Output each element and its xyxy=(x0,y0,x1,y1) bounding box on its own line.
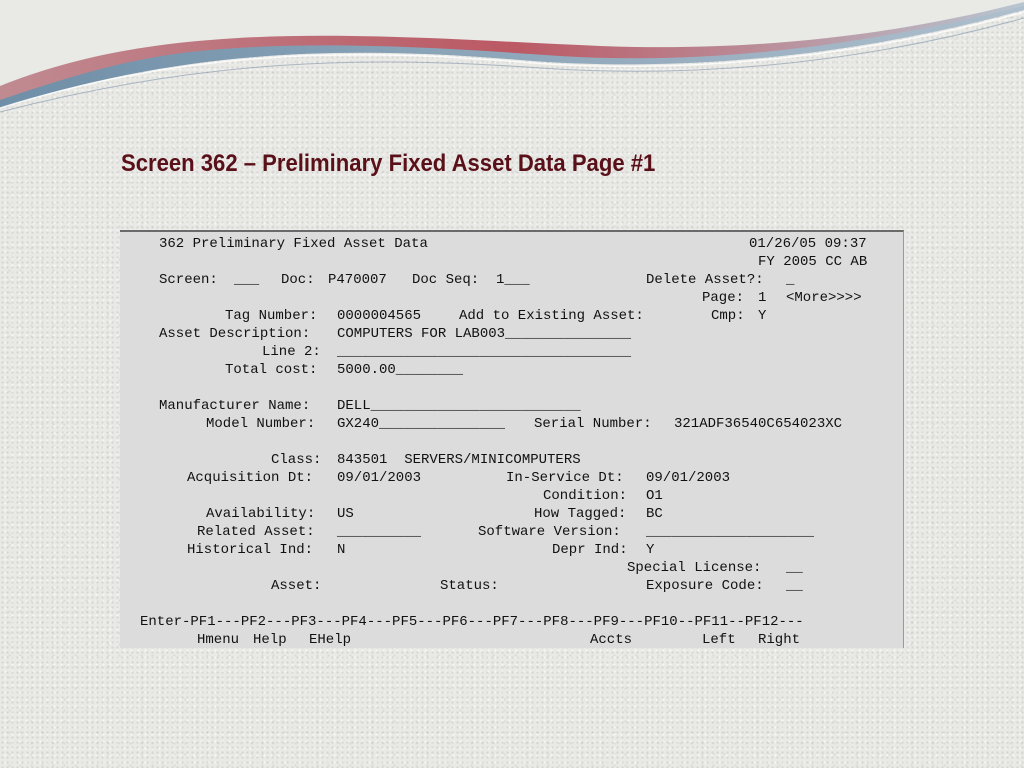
asset-label: Asset: xyxy=(271,578,322,594)
pf-keys-bar: Enter-PF1---PF2---PF3---PF4---PF5---PF6---PF7---PF8---PF9---PF10--PF11--PF12--- xyxy=(140,614,804,630)
screen-datetime: 01/26/05 09:37 xyxy=(749,236,867,252)
related-asset-label: Related Asset: xyxy=(197,524,315,540)
depr-ind-field[interactable]: Y xyxy=(646,542,655,558)
how-tagged-label: How Tagged: xyxy=(534,506,627,522)
screen-header-title: 362 Preliminary Fixed Asset Data xyxy=(159,236,428,252)
delete-asset-label: Delete Asset?: xyxy=(646,272,764,288)
class-field[interactable]: 843501 SERVERS/MINICOMPUTERS xyxy=(337,452,581,468)
exposure-code-label: Exposure Code: xyxy=(646,578,764,594)
manufacturer-name-label: Manufacturer Name: xyxy=(159,398,311,414)
in-service-date-label: In-Service Dt: xyxy=(506,470,624,486)
model-number-label: Model Number: xyxy=(206,416,316,432)
doc-label: Doc: xyxy=(281,272,315,288)
condition-field[interactable]: O1 xyxy=(646,488,663,504)
asset-description-label: Asset Description: xyxy=(159,326,311,342)
special-license-label: Special License: xyxy=(627,560,762,576)
acquisition-date-field[interactable]: 09/01/2003 xyxy=(337,470,422,486)
historical-ind-field[interactable]: N xyxy=(337,542,346,558)
delete-asset-field[interactable]: _ xyxy=(786,272,795,288)
how-tagged-field[interactable]: BC xyxy=(646,506,663,522)
availability-field[interactable]: US xyxy=(337,506,354,522)
add-existing-asset-label: Add to Existing Asset: xyxy=(459,308,644,324)
exposure-code-field[interactable]: __ xyxy=(786,578,803,594)
related-asset-field[interactable]: __________ xyxy=(337,524,422,540)
terminal-screen xyxy=(120,230,904,648)
status-label: Status: xyxy=(440,578,499,594)
screen-label: Screen: xyxy=(159,272,218,288)
acquisition-date-label: Acquisition Dt: xyxy=(187,470,314,486)
fiscal-year-line: FY 2005 CC AB xyxy=(758,254,868,270)
cmp-label: Cmp: xyxy=(711,308,745,324)
doc-seq-label: Doc Seq: xyxy=(412,272,480,288)
serial-number-field[interactable]: 321ADF36540C654023XC xyxy=(674,416,843,432)
slide-title: Screen 362 – Preliminary Fixed Asset Data Page #1 xyxy=(121,150,656,177)
doc-seq-field[interactable]: 1___ xyxy=(496,272,530,288)
doc-field[interactable]: P470007 xyxy=(328,272,387,288)
tag-number-label: Tag Number: xyxy=(225,308,318,324)
manufacturer-name-field[interactable]: DELL_________________________ xyxy=(337,398,581,414)
in-service-date-field[interactable]: 09/01/2003 xyxy=(646,470,731,486)
depr-ind-label: Depr Ind: xyxy=(552,542,628,558)
cmp-field[interactable]: Y xyxy=(758,308,767,324)
screen-field[interactable]: ___ xyxy=(234,272,260,288)
availability-label: Availability: xyxy=(206,506,316,522)
header-wave-decoration xyxy=(0,0,1024,120)
pf-ehelp[interactable]: EHelp xyxy=(309,632,352,648)
page-label: Page: xyxy=(702,290,745,306)
line-2-label: Line 2: xyxy=(262,344,321,360)
pf-hmenu[interactable]: Hmenu xyxy=(197,632,240,648)
more-indicator[interactable]: <More>>>> xyxy=(786,290,862,306)
historical-ind-label: Historical Ind: xyxy=(187,542,314,558)
pf-accts[interactable]: Accts xyxy=(590,632,633,648)
class-label: Class: xyxy=(271,452,322,468)
model-number-field[interactable]: GX240_______________ xyxy=(337,416,506,432)
pf-right[interactable]: Right xyxy=(758,632,801,648)
software-version-label: Software Version: xyxy=(478,524,621,540)
software-version-field[interactable]: ____________________ xyxy=(646,524,815,540)
pf-left[interactable]: Left xyxy=(702,632,736,648)
line-2-field[interactable]: ___________________________________ xyxy=(337,344,632,360)
tag-number-field[interactable]: 0000004565 xyxy=(337,308,422,324)
condition-label: Condition: xyxy=(543,488,628,504)
serial-number-label: Serial Number: xyxy=(534,416,652,432)
pf-help[interactable]: Help xyxy=(253,632,287,648)
total-cost-field[interactable]: 5000.00________ xyxy=(337,362,464,378)
page-number: 1 xyxy=(758,290,767,306)
total-cost-label: Total cost: xyxy=(225,362,318,378)
special-license-field[interactable]: __ xyxy=(786,560,803,576)
asset-description-field[interactable]: COMPUTERS FOR LAB003_______________ xyxy=(337,326,632,342)
